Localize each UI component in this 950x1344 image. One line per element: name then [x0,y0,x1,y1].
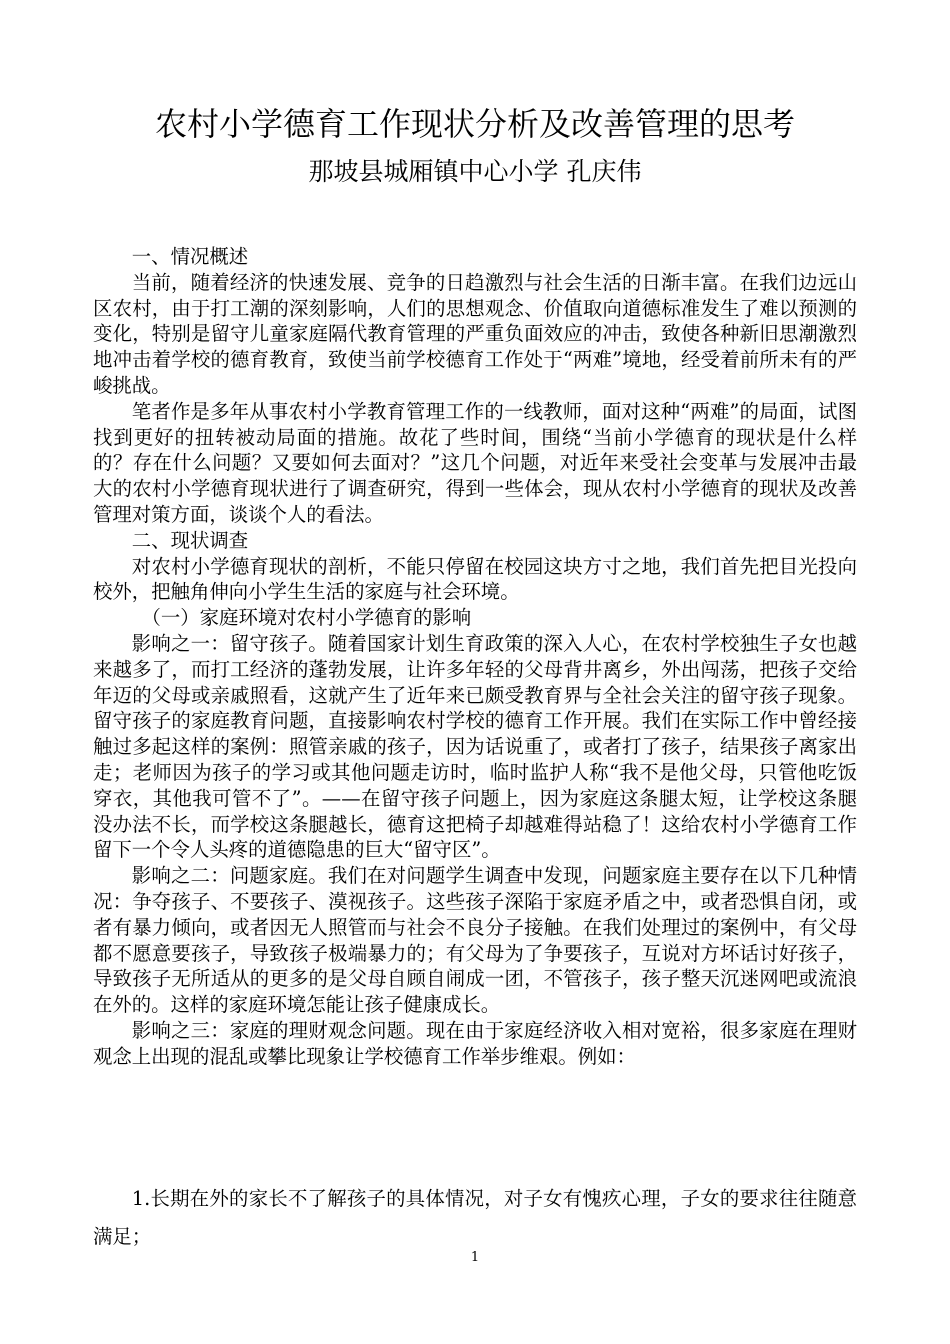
page-number: 1 [470,1250,480,1265]
document-author-line: 那坡县城厢镇中心小学 孔庆伟 [308,157,642,186]
document-title: 农村小学德育工作现状分析及改善管理的思考 [154,105,795,143]
section-heading-overview: 一、情况概述 [131,245,249,268]
body-paragraph: 当前，随着经济的快速发展、竞争的日趋激烈与社会生活的日渐丰富。在我们边远山区农村，由于打工潮的深刻影响，人们的思想观念、价值取向道德标准发生了难以预测的变化，特别是留守儿童家庭隔代教育管理的严重负面效应的冲击，致使各种新旧思潮激烈地冲击着学校的德育教育，致使当前学校德育工作处于“两难”境地，经受着前所未有的严峻挑战。 [93,270,857,397]
body-paragraph: 对农村小学德育现状的剖析，不能只停留在校园这块方寸之地，我们首先把目光投向校外，把触角伸向小学生生活的家庭与社会环境。 [93,554,857,604]
body-paragraph: 影响之二：问题家庭。我们在对问题学生调查中发现，问题家庭主要存在以下几种情况：争夺孩子、不要孩子、漠视孩子。这些孩子深陷于家庭矛盾之中，或者恐惧自闭，或者有暴力倾向，或者因无人照管而与社会不良分子接触。在我们处理过的案例中，有父母都不愿意要孩子，导致孩子极端暴力的；有父母为了争要孩子，互说对方坏话讨好孩子，导致孩子无所适从的更多的是父母自顾自闹成一团，不管孩子，孩子整天沉迷网吧或流浪在外的。这样的家庭环境怎能让孩子健康成长。 [93,864,857,1017]
list-item: 1.长期在外的家长不了解孩子的具体情况，对子女有愧疚心理，子女的要求往往随意满足； [93,1187,857,1248]
subsection-heading-family: （一）家庭环境对农村小学德育的影响 [141,606,472,630]
body-paragraph: 影响之三：家庭的理财观念问题。现在由于家庭经济收入相对宽裕，很多家庭在理财观念上出现的混乱或攀比现象让学校德育工作举步维艰。例如： [93,1018,857,1068]
list-block [93,1180,857,1256]
body-paragraph: 影响之一：留守孩子。随着国家计划生育政策的深入人心，在农村学校独生子女也越来越多了，而打工经济的蓬勃发展，让许多年轻的父母背井离乡，外出闯荡，把孩子交给年迈的父母或亲戚照看，这就产生了近年来已颇受教育界与全社会关注的留守孩子现象。留守孩子的家庭教育问题，直接影响农村学校的德育工作开展。我们在实际工作中曾经接触过多起这样的案例：照管亲戚的孩子，因为话说重了，或者打了孩子，结果孩子离家出走；老师因为孩子的学习或其他问题走访时，临时监护人称“我不是他父母，只管他吃饭穿衣，其他我可管不了”。——在留守孩子问题上，因为家庭这条腿太短，让学校这条腿没办法不长，而学校这条腿越长，德育这把椅子却越难得站稳了！这给农村小学德育工作留下一个令人头疼的道德隐患的巨大“留守区”。 [93,631,857,862]
section-heading-survey: 二、现状调查 [131,528,249,552]
body-paragraph: 笔者作是多年从事农村小学教育管理工作的一线教师，面对这种“两难”的局面，试图找到更好的扭转被动局面的措施。故花了些时间，围绕“当前小学德育的现状是什么样的？存在什么问题？又要如何去面对？”这几个问题，对近年来受社会变革与发展冲击最大的农村小学德育现状进行了调查研究，得到一些体会，现从农村小学德育的现状及改善管理对策方面，谈谈个人的看法。 [93,399,857,526]
document-body [93,244,857,1070]
